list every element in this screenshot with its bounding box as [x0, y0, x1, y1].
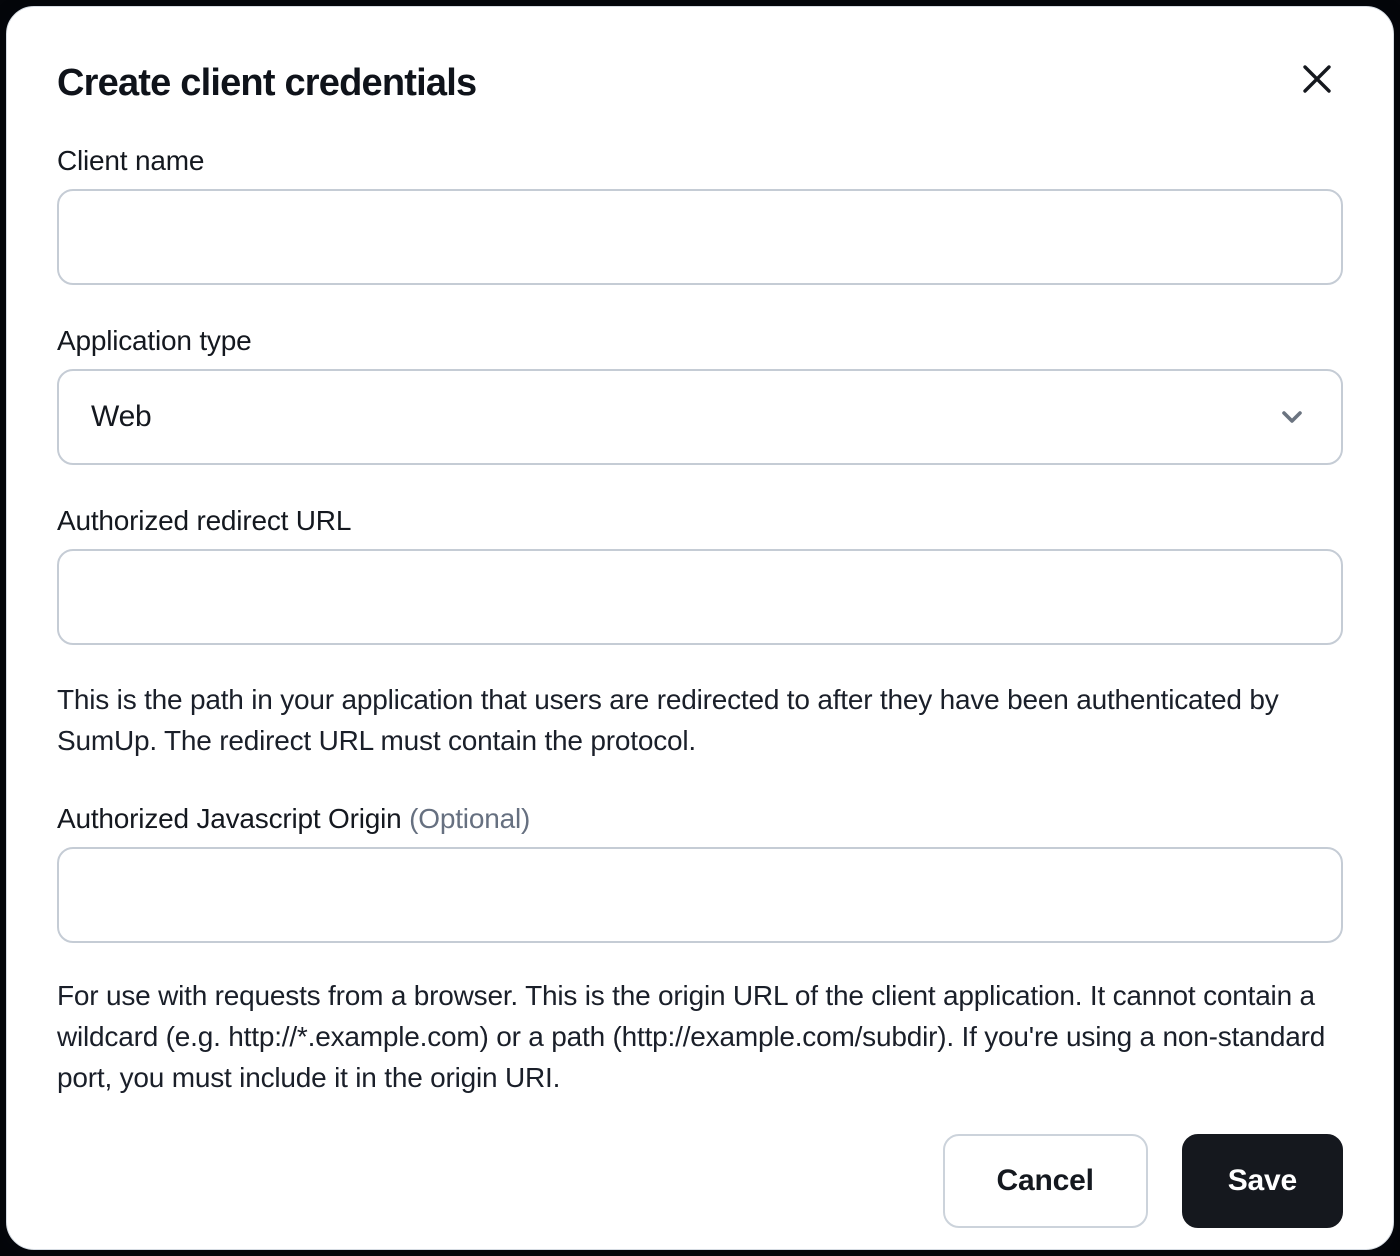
redirect-url-help-text: This is the path in your application that users are redirected to after they have been authenticated by SumUp. The redirect URL must contain the protocol. — [57, 684, 1279, 756]
js-origin-help-text: For use with requests from a browser. This is the origin URL of the client application. It cannot contain a wildcard (e.g. http://*.example.com) or a path (http://example.com/subdir). If you're using a non-standard port, you must include it in the origin URI. — [57, 980, 1326, 1093]
client-name-label: Client name — [57, 145, 205, 176]
close-icon — [1298, 60, 1336, 98]
cancel-button[interactable]: Cancel — [943, 1134, 1148, 1228]
dialog-actions — [57, 1134, 1343, 1228]
application-type-label: Application type — [57, 325, 252, 356]
redirect-url-input[interactable] — [57, 549, 1343, 645]
application-type-select[interactable] — [57, 369, 1343, 465]
save-button[interactable]: Save — [1182, 1134, 1343, 1228]
dialog-header — [57, 61, 1343, 105]
client-name-group — [57, 145, 1343, 285]
redirect-url-label: Authorized redirect URL — [57, 505, 352, 536]
client-name-input[interactable] — [57, 189, 1343, 285]
redirect-url-group — [57, 505, 1343, 645]
js-origin-group — [57, 803, 1343, 943]
application-type-selected-value: Web — [91, 400, 152, 433]
application-type-group — [57, 325, 1343, 465]
js-origin-label-text: Authorized Javascript Origin — [57, 803, 402, 834]
js-origin-input[interactable] — [57, 847, 1343, 943]
create-client-credentials-dialog — [6, 6, 1394, 1250]
chevron-down-icon — [1277, 402, 1307, 432]
close-button[interactable] — [1293, 55, 1341, 103]
js-origin-label — [57, 803, 1343, 835]
optional-hint: (Optional) — [409, 803, 531, 834]
dialog-title: Create client credentials — [57, 62, 477, 104]
